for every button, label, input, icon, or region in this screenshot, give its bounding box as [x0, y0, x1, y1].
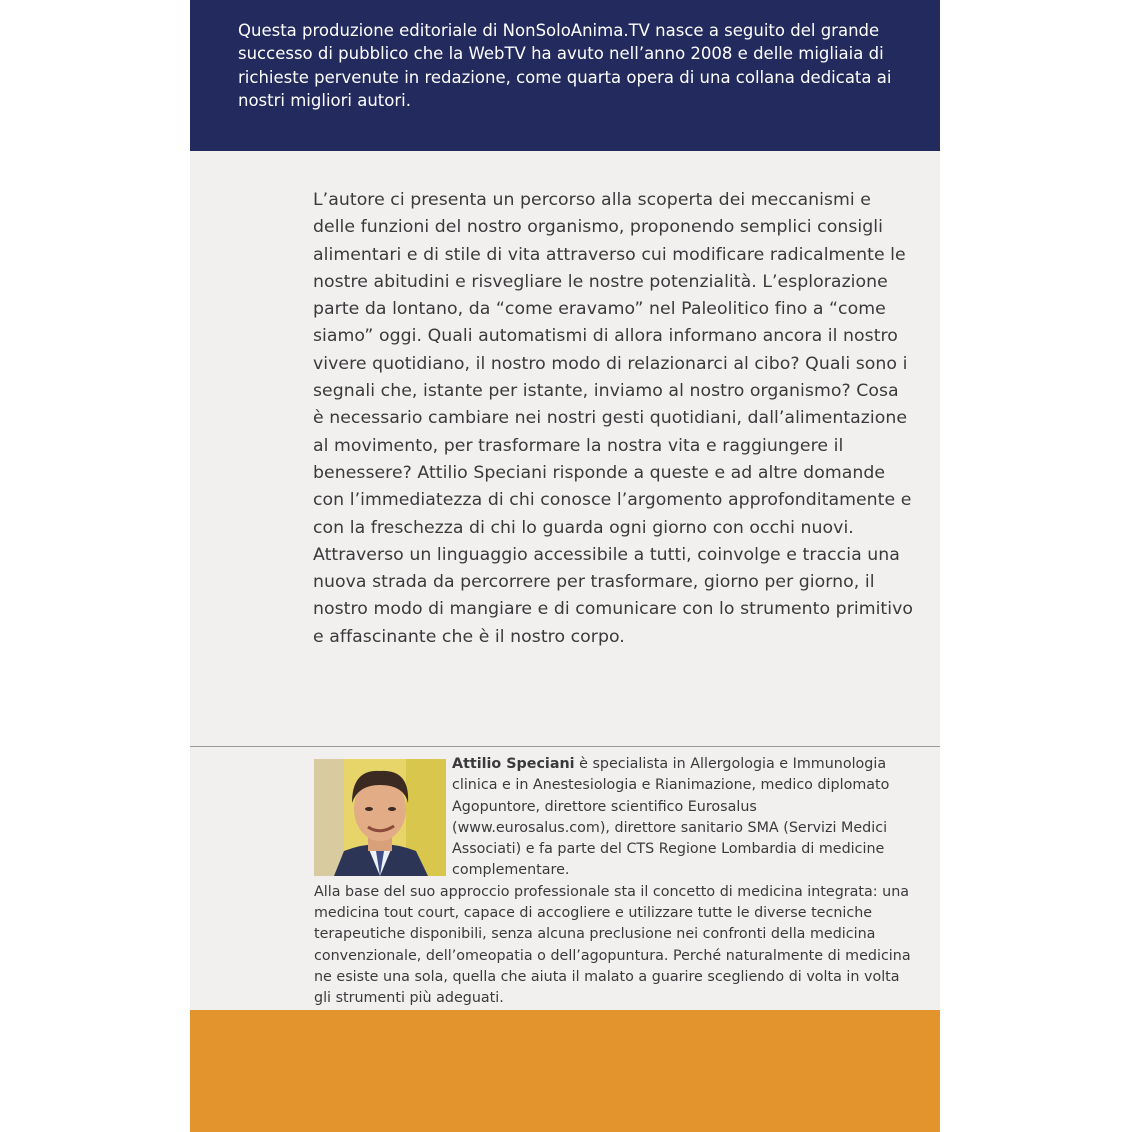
author-bio: [314, 754, 914, 1010]
bottom-color-band: [190, 1010, 940, 1132]
synopsis-paragraph-1: L’autore ci presenta un percorso alla scoperta dei meccanismi e delle funzioni del nostro organismo, proponendo semplici consigli alimentari e di stile di vita attraverso cui modificare radicalmente le nostre abitudini e risvegliare le nostre potenzialità. L’esplorazione parte da lontano, da “come eravamo” nel Paleolitico fino a “come siamo” oggi. Quali automatismi di allora informano ancora il nostro vivere quotidiano, il nostro modo di relazionarci al cibo? Quali sono i segnali che, istante per istante, inviamo al nostro organismo? Cosa è necessario cambiare nei nostri gesti quotidiani, dall’alimentazione al movimento, per trasformare la nostra vita e raggiungere il benessere? Attilio Speciani risponde a queste e ad altre domande con l’immediatezza di chi conosce l’argomento approfonditamente e con la freschezza di chi lo guarda ogni giorno con occhi nuovi.: [313, 190, 912, 538]
author-bio-credentials: è specialista in Allergologia e Immunologia clinica e in Anestesiologia e Rianimazione, medico diplomato Agopuntore, direttore scientifico Eurosalus (www.eurosalus.com), direttore sanitario SMA (Servizi Medici Associati) e fa parte del CTS Regione Lombardia di medicine complementare.: [452, 756, 890, 879]
book-back-cover: [190, 0, 940, 1132]
synopsis-paragraph-2: Attraverso un linguaggio accessibile a tutti, coinvolge e traccia una nuova strada da percorrere per trasformare, giorno per giorno, il nostro modo di mangiare e di comunicare con lo strumento primitivo e affascinante che è il nostro corpo.: [313, 544, 914, 647]
publisher-note: Questa produzione editoriale di NonSoloAnima.TV nasce a seguito del grande successo di pubblico che la WebTV ha avuto nell’anno 2008 e delle migliaia di richieste pervenute in redazione, come quarta opera di una collana dedicata ai nostri migliori autori.: [238, 21, 892, 111]
publisher-banner: [190, 0, 940, 151]
photo-spacer: [314, 754, 452, 862]
author-bio-approach: Alla base del suo approccio professionale sta il concetto di medicina integrata: una medicina tout court, capace di accogliere e utilizzare tutte le diverse tecniche terapeutiche disponibili, senza alcuna preclusione nei confronti della medicina convenzionale, dell’omeopatia o dell’agopuntura. Perché naturalmente di medicina ne esiste una sola, quella che aiuta il malato a guarire scegliendo di volta in volta gli strumenti più adeguati.: [314, 883, 911, 1007]
author-name: Attilio Speciani: [452, 756, 575, 772]
section-divider: [190, 746, 940, 747]
synopsis-text: [313, 187, 913, 651]
